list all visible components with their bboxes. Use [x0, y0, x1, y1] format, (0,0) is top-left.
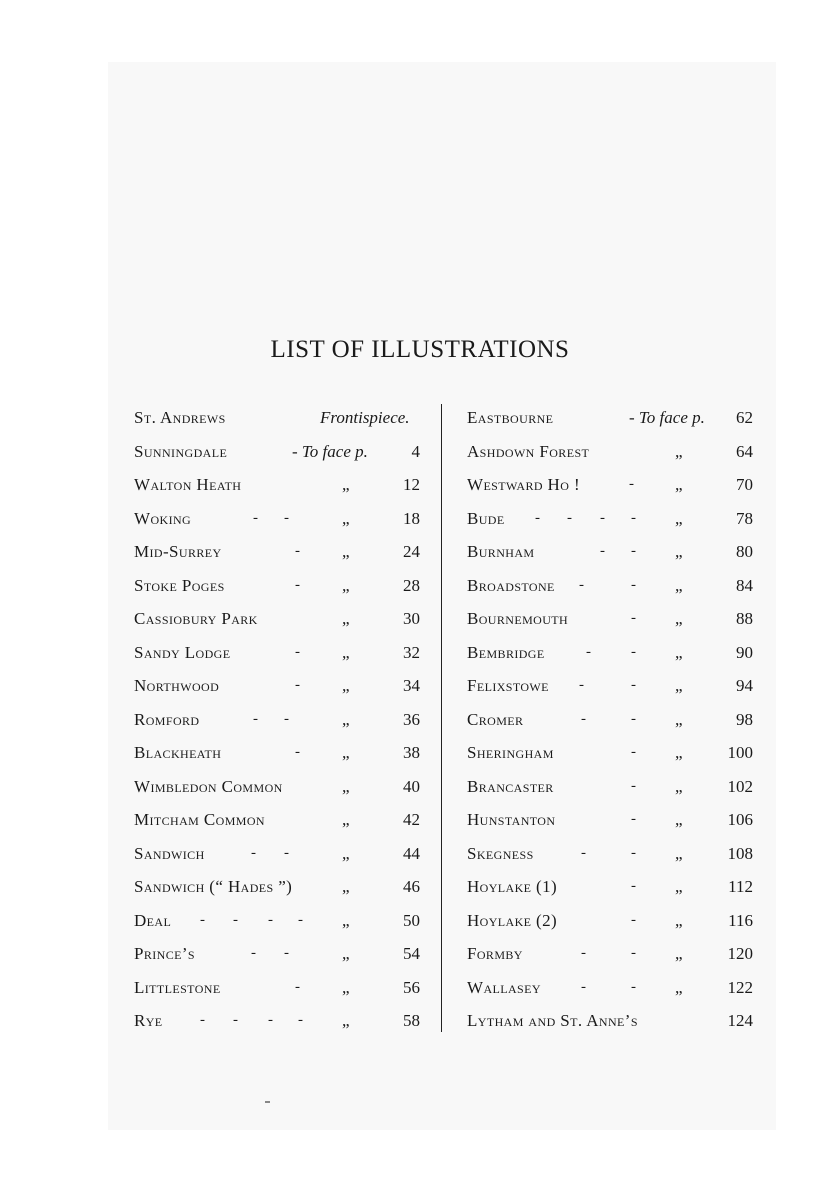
ditto-mark: „: [342, 977, 350, 997]
page-number: 112: [728, 877, 753, 896]
illustration-title: Wimbledon Common: [134, 776, 283, 796]
illustration-entry: [467, 837, 753, 871]
page-number: 56: [403, 977, 420, 997]
illustration-entry: [134, 870, 420, 904]
illustration-entry: [134, 1004, 420, 1038]
illustration-title: Westward Ho !: [467, 475, 581, 494]
ditto-mark: „: [342, 508, 350, 528]
page-number: 62: [736, 408, 753, 427]
leader-dash: -: [284, 509, 303, 526]
illustration-title: Prince’s: [134, 944, 195, 963]
leader-dash: -: [631, 744, 650, 760]
leader-dash: -: [268, 911, 287, 928]
illustration-title: Formby: [467, 944, 523, 963]
illustration-entry: [467, 435, 753, 469]
ditto-mark: „: [342, 575, 350, 595]
page-number: 12: [403, 475, 420, 494]
ditto-mark: „: [342, 475, 350, 494]
illustration-title: Mid-Surrey: [134, 542, 222, 561]
placement-note: - To face p.: [292, 441, 368, 461]
illustration-title: Cromer: [467, 709, 524, 729]
leader-dash: -: [581, 710, 600, 727]
page-number: 80: [736, 542, 753, 561]
ditto-mark: „: [675, 508, 683, 528]
ditto-mark: „: [342, 877, 350, 896]
leader-dash: -: [284, 710, 303, 727]
illustration-entry: [467, 602, 753, 636]
illustration-title: Blackheath: [134, 743, 222, 762]
page-number: 90: [736, 642, 753, 662]
leader-dash: -: [268, 1012, 287, 1028]
leader-dash: -: [298, 911, 317, 928]
illustration-title: Sandwich (“ Hades ”): [134, 877, 293, 896]
illustration-entry: [134, 703, 420, 737]
illustration-title: Lytham and St. Anne’s: [467, 1011, 638, 1030]
illustration-title: Brancaster: [467, 776, 554, 796]
leader-dash: -: [600, 509, 619, 526]
leader-dash: -: [631, 610, 650, 626]
illustration-entry: [467, 703, 753, 737]
illustration-entry: [134, 736, 420, 770]
leader-dash: -: [284, 945, 303, 961]
illustration-entry: [467, 971, 753, 1005]
page-number: 116: [728, 910, 753, 930]
page-number: 30: [403, 609, 420, 628]
illustration-title: Northwood: [134, 676, 220, 695]
illustration-title: Rye: [134, 1011, 163, 1030]
leader-dash: -: [233, 1012, 252, 1028]
page-number: 44: [403, 843, 420, 863]
leader-dash: -: [567, 509, 586, 526]
illustrations-list-right: [467, 401, 753, 1038]
illustration-entry: [467, 937, 753, 971]
illustration-entry: [467, 669, 753, 703]
illustration-entry: [134, 602, 420, 636]
illustration-title: Walton Heath: [134, 475, 242, 494]
page-speck: [265, 1101, 270, 1103]
column-divider: [441, 404, 442, 1032]
page-number: 58: [403, 1011, 420, 1030]
page-number: 42: [403, 810, 420, 829]
illustration-title: Broadstone: [467, 575, 555, 595]
leader-dash: -: [631, 576, 650, 593]
illustration-entry: [134, 401, 420, 435]
illustration-title: Mitcham Common: [134, 810, 265, 829]
leader-dash: -: [295, 576, 314, 593]
page-number: 34: [403, 676, 420, 695]
illustration-entry: [134, 468, 420, 502]
illustrations-list-left: [134, 401, 420, 1038]
illustration-entry: [134, 502, 420, 536]
page-number: 122: [727, 977, 753, 997]
ditto-mark: „: [675, 609, 683, 628]
illustration-entry: [134, 569, 420, 603]
leader-dash: -: [631, 643, 650, 660]
leader-dash: -: [631, 844, 650, 861]
leader-dash: -: [600, 543, 619, 559]
leader-dash: -: [200, 911, 219, 928]
page-number: 108: [727, 843, 753, 863]
leader-dash: -: [295, 744, 314, 760]
leader-dash: -: [631, 677, 650, 693]
leader-dash: -: [295, 978, 314, 995]
illustration-entry: [467, 636, 753, 670]
illustration-title: Burnham: [467, 542, 535, 561]
ditto-mark: „: [342, 609, 350, 628]
ditto-mark: „: [342, 944, 350, 963]
illustration-title: Ashdown Forest: [467, 441, 590, 461]
page-number: 88: [736, 609, 753, 628]
illustration-title: Skegness: [467, 843, 534, 863]
illustration-title: Hoylake (2): [467, 910, 558, 930]
ditto-mark: „: [342, 1011, 350, 1030]
page-number: 84: [736, 575, 753, 595]
page-number: 94: [736, 676, 753, 695]
leader-dash: -: [631, 945, 650, 961]
placement-note: - To face p.: [629, 408, 705, 427]
illustration-title: Woking: [134, 508, 192, 528]
illustration-title: Sunningdale: [134, 441, 228, 461]
illustration-entry: [467, 468, 753, 502]
illustration-entry: [467, 502, 753, 536]
page-number: 64: [736, 441, 753, 461]
leader-dash: -: [631, 777, 650, 794]
illustration-title: Felixstowe: [467, 676, 549, 695]
ditto-mark: „: [342, 843, 350, 863]
leader-dash: -: [631, 710, 650, 727]
leader-dash: -: [631, 543, 650, 559]
ditto-mark: „: [675, 810, 683, 829]
leader-dash: -: [631, 911, 650, 928]
ditto-mark: „: [675, 642, 683, 662]
page-number: 50: [403, 910, 420, 930]
illustration-title: Sheringham: [467, 743, 554, 762]
page-number: 28: [403, 575, 420, 595]
page-number: 36: [403, 709, 420, 729]
illustration-entry: [467, 770, 753, 804]
page-number: 24: [403, 542, 420, 561]
illustration-title: Eastbourne: [467, 408, 554, 427]
page-number: 100: [727, 743, 753, 762]
leader-dash: -: [629, 476, 648, 492]
leader-dash: -: [581, 945, 600, 961]
leader-dash: -: [579, 677, 598, 693]
page-number: 32: [403, 642, 420, 662]
illustration-title: Hoylake (1): [467, 877, 558, 896]
illustration-title: Cassiobury Park: [134, 609, 258, 628]
page-number: 46: [403, 877, 420, 896]
page-number: 78: [736, 508, 753, 528]
ditto-mark: „: [342, 642, 350, 662]
placement-note: Frontispiece.: [320, 408, 410, 427]
illustration-entry: [134, 770, 420, 804]
ditto-mark: „: [342, 676, 350, 695]
leader-dash: -: [631, 978, 650, 995]
illustration-entry: [134, 636, 420, 670]
ditto-mark: „: [342, 709, 350, 729]
leader-dash: -: [631, 811, 650, 827]
illustration-entry: [134, 803, 420, 837]
illustration-entry: [134, 669, 420, 703]
illustration-title: Sandy Lodge: [134, 642, 231, 662]
ditto-mark: „: [675, 877, 683, 896]
illustration-entry: [134, 937, 420, 971]
page-number: 4: [411, 441, 420, 461]
illustration-entry: [467, 736, 753, 770]
illustration-title: Stoke Poges: [134, 575, 225, 595]
page-number: 120: [727, 944, 753, 963]
ditto-mark: „: [675, 743, 683, 762]
illustration-entry: [134, 904, 420, 938]
leader-dash: -: [535, 509, 554, 526]
ditto-mark: „: [675, 977, 683, 997]
illustration-title: Sandwich: [134, 843, 205, 863]
leader-dash: -: [233, 911, 252, 928]
ditto-mark: „: [675, 575, 683, 595]
illustration-title: Littlestone: [134, 977, 221, 997]
leader-dash: -: [295, 643, 314, 660]
ditto-mark: „: [342, 910, 350, 930]
page-number: 106: [727, 810, 753, 829]
leader-dash: -: [631, 878, 650, 894]
ditto-mark: „: [342, 542, 350, 561]
leader-dash: -: [253, 509, 272, 526]
leader-dash: -: [586, 643, 605, 660]
illustration-entry: [134, 535, 420, 569]
ditto-mark: „: [342, 810, 350, 829]
leader-dash: -: [200, 1012, 219, 1028]
ditto-mark: „: [342, 743, 350, 762]
ditto-mark: „: [675, 843, 683, 863]
leader-dash: -: [251, 844, 270, 861]
illustration-entry: [467, 870, 753, 904]
page-number: 102: [727, 776, 753, 796]
leader-dash: -: [295, 677, 314, 693]
illustration-title: Romford: [134, 709, 200, 729]
illustration-entry: [134, 837, 420, 871]
leader-dash: -: [284, 844, 303, 861]
ditto-mark: „: [342, 776, 350, 796]
leader-dash: -: [298, 1012, 317, 1028]
illustration-entry: [467, 1004, 753, 1038]
leader-dash: -: [581, 844, 600, 861]
illustration-title: Bude: [467, 508, 505, 528]
illustration-entry: [134, 971, 420, 1005]
ditto-mark: „: [675, 709, 683, 729]
ditto-mark: „: [675, 776, 683, 796]
illustration-title: Wallasey: [467, 977, 541, 997]
ditto-mark: „: [675, 944, 683, 963]
page-number: 40: [403, 776, 420, 796]
leader-dash: -: [579, 576, 598, 593]
illustration-title: St. Andrews: [134, 408, 226, 427]
page-number: 98: [736, 709, 753, 729]
ditto-mark: „: [675, 910, 683, 930]
ditto-mark: „: [675, 676, 683, 695]
page-number: 18: [403, 508, 420, 528]
leader-dash: -: [581, 978, 600, 995]
illustration-entry: [134, 435, 420, 469]
ditto-mark: „: [675, 475, 683, 494]
page-number: 124: [727, 1011, 753, 1030]
illustration-entry: [467, 535, 753, 569]
leader-dash: -: [253, 710, 272, 727]
illustration-entry: [467, 401, 753, 435]
page-number: 38: [403, 743, 420, 762]
page-number: 54: [403, 944, 420, 963]
page-title: LIST OF ILLUSTRATIONS: [270, 336, 570, 363]
ditto-mark: „: [675, 441, 683, 461]
illustration-title: Bournemouth: [467, 609, 569, 628]
illustration-title: Bembridge: [467, 642, 545, 662]
page-number: 70: [736, 475, 753, 494]
leader-dash: -: [631, 509, 650, 526]
leader-dash: -: [251, 945, 270, 961]
illustration-entry: [467, 904, 753, 938]
illustration-title: Deal: [134, 910, 172, 930]
leader-dash: -: [295, 543, 314, 559]
illustration-entry: [467, 803, 753, 837]
ditto-mark: „: [675, 542, 683, 561]
illustration-title: Hunstanton: [467, 810, 556, 829]
illustration-entry: [467, 569, 753, 603]
